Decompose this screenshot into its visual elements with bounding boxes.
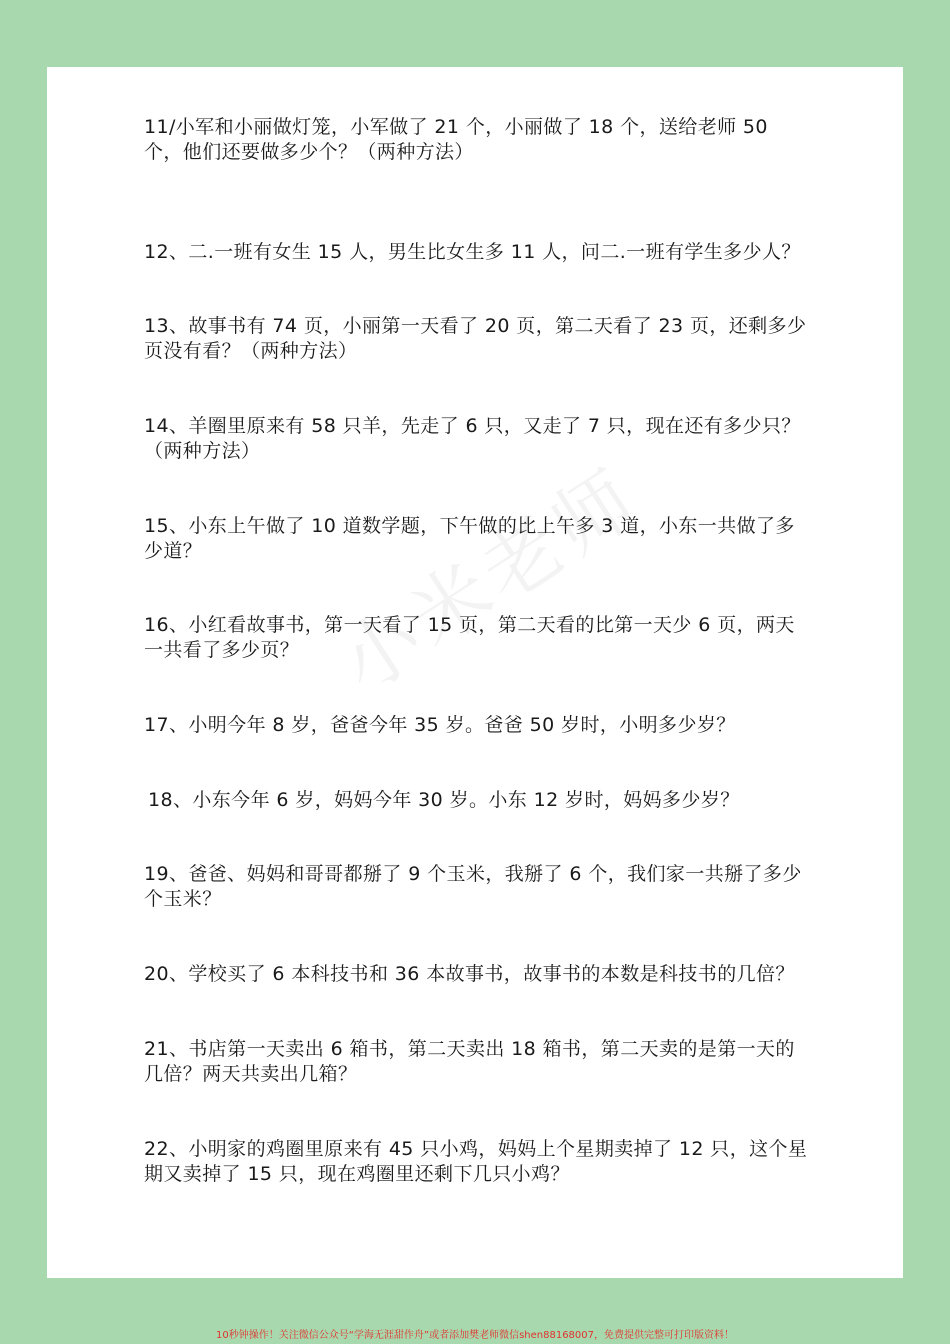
question-22: 22、小明家的鸡圈里原来有 45 只小鸡，妈妈上个星期卖掉了 12 只，这个星期又卖掉了 15 只，现在鸡圈里还剩下几只小鸡？ [144,1138,808,1185]
question-13: 13、故事书有 74 页，小丽第一天看了 20 页，第二天看了 23 页，还剩多少页没有看？（两种方法） [144,315,807,362]
question-17: 17、小明今年 8 岁，爸爸今年 35 岁。爸爸 50 岁时，小明多少岁？ [144,714,736,736]
question-15: 15、小东上午做了 10 道数学题，下午做的比上午多 3 道，小东一共做了多少道？ [144,515,795,562]
question-12: 12、二.一班有女生 15 人，男生比女生多 11 人，问二.一班有学生多少人？ [144,241,801,263]
question-16: 16、小红看故事书，第一天看了 15 页，第二天看的比第一天少 6 页，两天一共看了多少页？ [144,614,795,661]
question-18: 18、小东今年 6 岁，妈妈今年 30 岁。小东 12 岁时，妈妈多少岁？ [148,789,740,811]
footer-promo-text: 10秒钟操作！关注微信公众号“学海无涯甜作舟”或者添加樊老师微信shen88168007，免费提供完整可打印版资料！ [215,1330,735,1341]
question-11: 11/小军和小丽做灯笼，小军做了 21 个，小丽做了 18 个，送给老师 50 个，他们还要做多少个？（两种方法） [144,116,768,163]
question-19: 19、爸爸、妈妈和哥哥都掰了 9 个玉米，我掰了 6 个，我们家一共掰了多少个玉米？ [144,863,802,910]
question-20: 20、学校买了 6 本科技书和 36 本故事书，故事书的本数是科技书的几倍？ [144,963,795,985]
question-14: 14、羊圈里原来有 58 只羊，先走了 6 只，又走了 7 只，现在还有多少只？（两种方法） [144,415,801,462]
question-21: 21、书店第一天卖出 6 箱书，第二天卖出 18 箱书，第二天卖的是第一天的几倍？两天共卖出几箱？ [144,1038,795,1085]
